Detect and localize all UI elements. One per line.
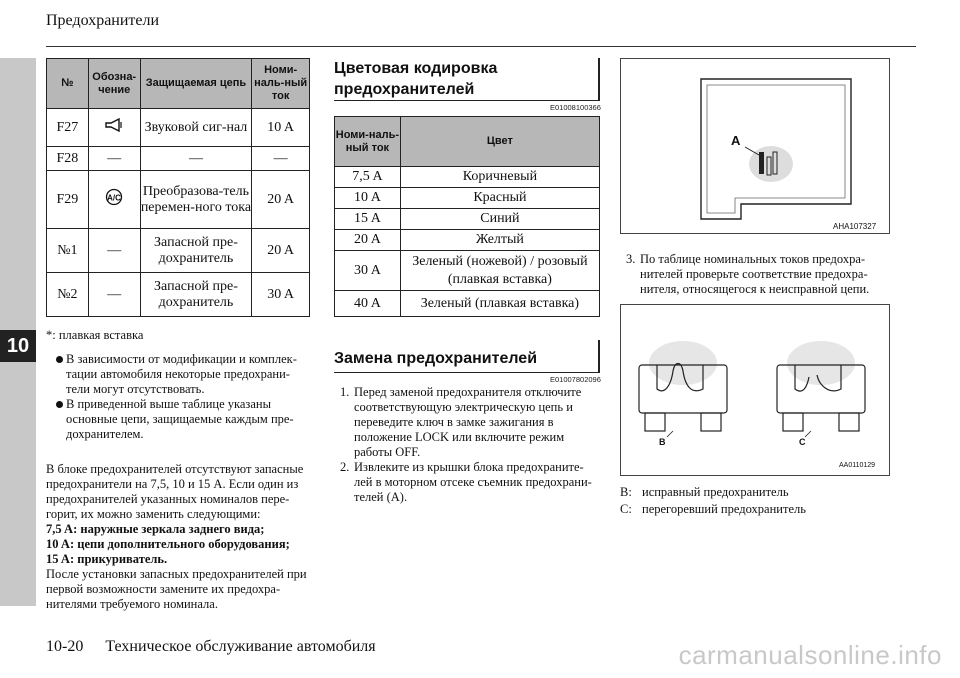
step-number: 1.: [340, 385, 350, 399]
color-rating: 40 A: [335, 291, 401, 317]
section-bar: [598, 340, 600, 372]
step-text: Перед заменой предохранителя отключите соответствующую электрическую цепь и переведите ключ в замке зажигания в положение LOCK или включите режим работы OFF.: [354, 385, 582, 459]
horn-icon: [88, 109, 140, 147]
legend-item: [620, 484, 806, 501]
step-3: [620, 252, 890, 297]
col-rating: Номи-наль-ный ток: [335, 117, 401, 167]
table-row: [335, 209, 600, 230]
color-value: Зеленый (плавкая вставка): [400, 291, 599, 317]
step-number: 2.: [340, 460, 350, 474]
table-footnote: *: плавкая вставка: [46, 328, 144, 342]
bullet-item: В зависимости от модификации и комплек-тации автомобиля некоторые предохрани-тели могут отсутствовать.: [56, 352, 310, 397]
fuse-circuit: Запасной пре-дохранитель: [140, 273, 252, 317]
section-rule: [334, 372, 600, 373]
spare-fuse-paragraph: [46, 462, 314, 612]
legend-key: C:: [620, 502, 632, 516]
chapter-tab: 10: [0, 330, 36, 362]
bullet-item: В приведенной выше таблице указаны основные цепи, защищаемые каждым пре-дохранителем.: [56, 397, 310, 442]
color-rating: 30 A: [335, 251, 401, 291]
col-number: №: [47, 59, 89, 109]
svg-text:A/C: A/C: [107, 193, 122, 203]
col-circuit: Защищаемая цепь: [140, 59, 252, 109]
fuse-symbol: —: [88, 147, 140, 171]
header-rule: [46, 46, 916, 47]
table-row: [47, 229, 310, 273]
step-item: [620, 252, 890, 297]
fuse-circuit: Запасной пре-дохранитель: [140, 229, 252, 273]
figure1-code: AHA107327: [833, 222, 877, 231]
blown-fuse: [777, 341, 865, 431]
legend-item: [620, 501, 806, 518]
spare-item: 10 A: цепи дополнительного оборудования;: [46, 537, 290, 551]
color-rating: 15 A: [335, 209, 401, 230]
color-value: Синий: [400, 209, 599, 230]
color-value: Зеленый (ножевой) / розовый (плавкая вставка): [400, 251, 599, 291]
color-rating: 10 A: [335, 188, 401, 209]
legend-key: B:: [620, 485, 632, 499]
footer-section: Техническое обслуживание автомобиля: [105, 638, 376, 655]
table-row: [47, 147, 310, 171]
section-rule: [334, 100, 600, 101]
fuse-symbol: —: [88, 273, 140, 317]
watermark: carmanualsonline.info: [678, 640, 942, 670]
step-text: По таблице номинальных токов предохра-нителей проверьте соответствие предохра-нителя, относящегося к неисправной цепи.: [640, 252, 870, 296]
page-header: Предохранители: [46, 12, 160, 29]
spare-tail: После установки запасных предохранителей при первой возможности замените их предохра-нителями требуемого номинала.: [46, 567, 307, 611]
table-row: [335, 251, 600, 291]
step-text: Извлеките из крышки блока предохраните-лей в моторном отсеке съемник предохрани-телей (A).: [354, 460, 592, 504]
color-table: [334, 116, 600, 317]
legend-text: исправный предохранитель: [642, 485, 789, 499]
replace-section-title: Замена предохранителей: [334, 350, 538, 367]
table-row: [47, 109, 310, 147]
spare-intro: В блоке предохранителей отсутствуют запасные предохранители на 7,5, 10 и 15 A. Если один из предохранителей указанных номиналов пере-горит, их можно заменить следующими:: [46, 462, 304, 521]
step-item: [334, 460, 600, 505]
label-c: C: [799, 437, 806, 447]
fuse-rating: 20 A: [252, 229, 310, 273]
step-item: [334, 385, 600, 460]
label-a: A: [731, 133, 741, 148]
fuse-rating: 30 A: [252, 273, 310, 317]
color-section-code: E01008100366: [550, 103, 601, 112]
fuse-table: [46, 58, 310, 317]
table-row: [335, 167, 600, 188]
col-symbol: Обозна-чение: [88, 59, 140, 109]
fuse-symbol: —: [88, 229, 140, 273]
fuse-number: №1: [47, 229, 89, 273]
fuse-comparison-figure: [620, 304, 890, 476]
fuse-rating: —: [252, 147, 310, 171]
color-value: Желтый: [400, 230, 599, 251]
replace-section-code: E01007802096: [550, 375, 601, 384]
fuse-box-figure: [620, 58, 890, 234]
good-fuse: [639, 341, 727, 431]
color-value: Коричневый: [400, 167, 599, 188]
fuse-rating: 20 A: [252, 171, 310, 229]
figure-legend: [620, 484, 806, 518]
col-color: Цвет: [400, 117, 599, 167]
fuse-box-lid-drawing: [621, 59, 889, 233]
fuse-rating: 10 A: [252, 109, 310, 147]
fuse-circuit: —: [140, 147, 252, 171]
figure2-code: AA0110129: [839, 462, 876, 469]
col-rating: Номи-наль-ный ток: [252, 59, 310, 109]
replace-steps: [334, 385, 600, 505]
table-row: [335, 230, 600, 251]
notes-list: [56, 352, 310, 442]
page-number: 10-20: [46, 638, 84, 655]
spare-item: 15 A: прикуриватель.: [46, 552, 168, 566]
fuse-circuit: Звуковой сиг-нал: [140, 109, 252, 147]
table-row: [47, 171, 310, 229]
page-footer: [46, 638, 376, 656]
section-bar: [598, 58, 600, 100]
fuse-number: F29: [47, 171, 89, 229]
color-section-title: Цветовая кодировка предохранителей: [334, 60, 498, 98]
legend-text: перегоревший предохранитель: [642, 502, 806, 516]
fuse-number: F27: [47, 109, 89, 147]
color-rating: 20 A: [335, 230, 401, 251]
fuse-table-header: [47, 59, 310, 109]
step-number: 3.: [626, 252, 636, 266]
color-value: Красный: [400, 188, 599, 209]
color-table-header: [335, 117, 600, 167]
fuse-comparison-drawing: [621, 305, 889, 475]
fuse-circuit: Преобразова-тель перемен-ного тока: [140, 171, 252, 229]
fuse-number: №2: [47, 273, 89, 317]
ac-icon: [88, 171, 140, 229]
table-row: [335, 291, 600, 317]
fuse-number: F28: [47, 147, 89, 171]
table-row: [47, 273, 310, 317]
spare-item: 7,5 A: наружные зеркала заднего вида;: [46, 522, 265, 536]
table-row: [335, 188, 600, 209]
color-rating: 7,5 A: [335, 167, 401, 188]
label-b: B: [659, 437, 666, 447]
